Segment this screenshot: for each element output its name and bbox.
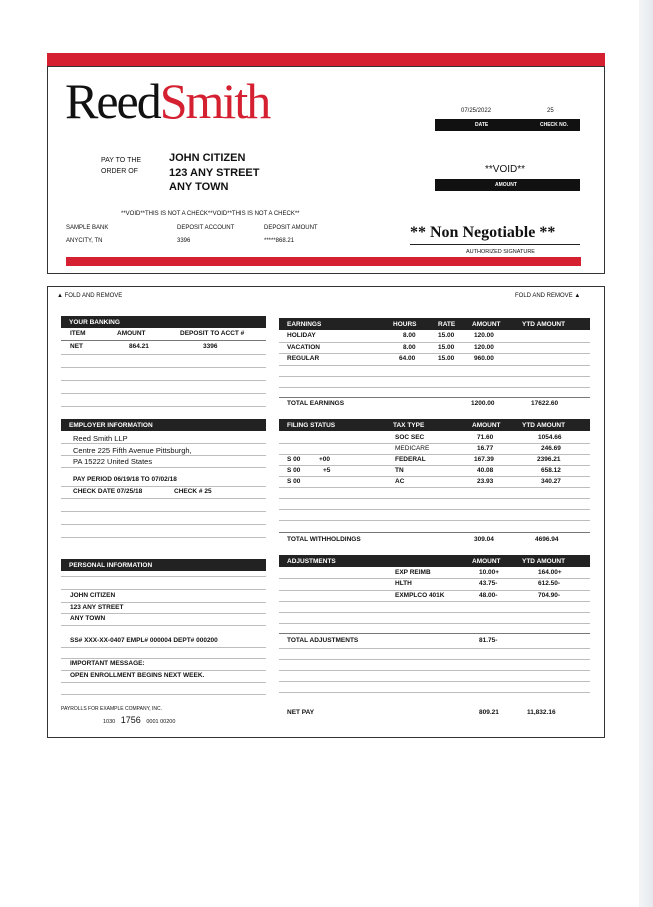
employer-address1: Centre 225 Fifth Avenue Pittsburgh, bbox=[73, 446, 192, 455]
wh-row5-amount: 23.93 bbox=[477, 478, 494, 485]
rule bbox=[279, 376, 590, 377]
pay-period: PAY PERIOD 06/19/18 TO 07/02/18 bbox=[73, 476, 177, 483]
earn-row3-rate: 15.00 bbox=[438, 355, 455, 362]
non-negotiable: ** Non Negotiable ** bbox=[410, 224, 556, 241]
banking-net-amount: 864.21 bbox=[129, 343, 149, 350]
wh-row3-ytd: 2396.21 bbox=[537, 456, 561, 463]
check-date: 07/25/2022 bbox=[461, 108, 492, 114]
rule bbox=[61, 354, 266, 355]
signature-line bbox=[410, 244, 580, 245]
home-icon: ▲ bbox=[574, 293, 581, 299]
wh-row2-tax: MEDICARE bbox=[395, 445, 430, 452]
employer-header: EMPLOYER INFORMATION bbox=[61, 419, 266, 431]
rule bbox=[279, 498, 590, 499]
payroll-label: PAYROLLS FOR EXAMPLE COMPANY, INC. bbox=[61, 706, 163, 712]
check-date-line: CHECK DATE 07/25/18 bbox=[73, 488, 143, 495]
wh-row3-status: S 00 bbox=[287, 456, 301, 463]
banking-col-item: ITEM bbox=[70, 330, 86, 337]
deposit-account-label: DEPOSIT ACCOUNT bbox=[177, 225, 235, 231]
rule bbox=[61, 467, 266, 468]
rule bbox=[279, 387, 590, 388]
rule bbox=[61, 694, 266, 695]
rule bbox=[61, 380, 266, 381]
earn-row1-rate: 15.00 bbox=[438, 332, 455, 339]
adjustments-header: ADJUSTMENTS AMOUNT YTD AMOUNT bbox=[279, 555, 590, 567]
rule bbox=[279, 633, 590, 634]
message-label: IMPORTANT MESSAGE: bbox=[70, 660, 145, 667]
total-withholdings-label: TOTAL WITHHOLDINGS bbox=[287, 536, 361, 543]
bank-city: ANYCITY, TN bbox=[66, 238, 103, 244]
personal-ids: SS# XXX-XX-0407 EMPL# 000004 DEPT# 000200 bbox=[70, 637, 218, 644]
earn-row2-type: VACATION bbox=[287, 344, 320, 351]
rule bbox=[279, 454, 590, 455]
logo-reed: Reed bbox=[65, 73, 160, 129]
rule bbox=[279, 648, 590, 649]
total-earnings-ytd: 17622.60 bbox=[531, 400, 559, 407]
checkno-label: CHECK NO. bbox=[540, 122, 569, 128]
wh-row5-ytd: 340.27 bbox=[541, 478, 561, 485]
adj-row1-type: EXP REIMB bbox=[395, 569, 431, 576]
adj-row2-amount: 43.75- bbox=[479, 580, 498, 587]
total-adjustments-label: TOTAL ADJUSTMENTS bbox=[287, 637, 359, 644]
deposit-amount-label: DEPOSIT AMOUNT bbox=[264, 225, 318, 231]
adj-row2-type: HLTH bbox=[395, 580, 412, 587]
rule bbox=[61, 658, 266, 659]
wh-row4-tax: TN bbox=[395, 467, 404, 474]
rule bbox=[279, 692, 590, 693]
check-bottom-red-bar bbox=[66, 257, 581, 266]
rule bbox=[279, 670, 590, 671]
banking-header: YOUR BANKING bbox=[61, 316, 266, 328]
adj-row3-amount: 48.00- bbox=[479, 592, 498, 599]
payee-street: 123 ANY STREET bbox=[169, 167, 260, 179]
personal-street: 123 ANY STREET bbox=[70, 604, 124, 611]
earn-row1-amount: 120.00 bbox=[474, 332, 494, 339]
rule bbox=[61, 602, 266, 603]
adj-row1-ytd: 164.00+ bbox=[538, 569, 562, 576]
check-number: 25 bbox=[547, 108, 554, 114]
banking-col-amount: AMOUNT bbox=[117, 330, 146, 337]
rule bbox=[279, 365, 590, 366]
rule bbox=[61, 589, 266, 590]
earn-row1-hours: 8.00 bbox=[403, 332, 416, 339]
rule bbox=[61, 682, 266, 683]
rule bbox=[279, 681, 590, 682]
page-edge bbox=[639, 0, 653, 907]
earnings-header: EARNINGS HOURS RATE AMOUNT YTD AMOUNT bbox=[279, 318, 590, 330]
banking-net-acct: 3396 bbox=[203, 343, 218, 350]
rule bbox=[279, 487, 590, 488]
net-pay-ytd: 11,832.16 bbox=[527, 709, 556, 716]
pay-to-label: PAY TO THE ORDER OF bbox=[101, 157, 142, 175]
wh-row1-tax: SOC SEC bbox=[395, 434, 425, 441]
rule bbox=[61, 443, 266, 444]
adj-row2-ytd: 612.50- bbox=[538, 580, 561, 587]
rule bbox=[279, 476, 590, 477]
earn-row2-rate: 15.00 bbox=[438, 344, 455, 351]
wh-row3-allow: +00 bbox=[319, 456, 331, 463]
company-logo bbox=[65, 73, 270, 129]
rule bbox=[279, 601, 590, 602]
fold-left: ▲ FOLD AND REMOVE bbox=[57, 293, 123, 299]
rule bbox=[279, 532, 590, 533]
date-checkno-bar bbox=[435, 119, 580, 131]
fold-right: FOLD AND REMOVE ▲ bbox=[515, 293, 581, 299]
banking-net-item: NET bbox=[70, 343, 83, 350]
rule bbox=[279, 465, 590, 466]
earn-row3-hours: 64.00 bbox=[399, 355, 416, 362]
rule bbox=[61, 670, 266, 671]
wh-row4-status: S 00 bbox=[287, 467, 301, 474]
total-withholdings-amount: 309.04 bbox=[474, 536, 494, 543]
rule bbox=[61, 524, 266, 525]
rule bbox=[279, 509, 590, 510]
amount-void: **VOID** bbox=[485, 164, 526, 175]
home-icon: ▲ bbox=[57, 293, 63, 299]
wh-row3-tax: FEDERAL bbox=[395, 456, 426, 463]
wh-row1-amount: 71.60 bbox=[477, 434, 494, 441]
rule bbox=[279, 443, 590, 444]
adj-row1-amount: 10.00+ bbox=[479, 569, 500, 576]
total-earnings-label: TOTAL EARNINGS bbox=[287, 400, 345, 407]
rule bbox=[279, 353, 590, 354]
rule bbox=[61, 576, 266, 577]
withholdings-header: FILING STATUS TAX TYPE AMOUNT YTD AMOUNT bbox=[279, 419, 590, 431]
rule bbox=[61, 393, 266, 394]
total-withholdings-ytd: 4696.94 bbox=[535, 536, 559, 543]
rule bbox=[279, 659, 590, 660]
earn-row2-amount: 120.00 bbox=[474, 344, 494, 351]
rule bbox=[61, 455, 266, 456]
amount-label: AMOUNT bbox=[495, 182, 517, 188]
wh-row5-status: S 00 bbox=[287, 478, 301, 485]
rule bbox=[61, 367, 266, 368]
earn-row2-hours: 8.00 bbox=[403, 344, 416, 351]
adj-row3-ytd: 704.90- bbox=[538, 592, 561, 599]
banking-col-deposit: DEPOSIT TO ACCT # bbox=[180, 330, 245, 337]
rule bbox=[61, 486, 266, 487]
banking-rule bbox=[61, 340, 266, 341]
rule bbox=[279, 612, 590, 613]
earn-row3-type: REGULAR bbox=[287, 355, 320, 362]
rule bbox=[61, 511, 266, 512]
rule bbox=[279, 342, 590, 343]
earn-row1-type: HOLIDAY bbox=[287, 332, 316, 339]
rule bbox=[279, 578, 590, 579]
rule bbox=[279, 397, 590, 398]
check-num-line: CHECK # 25 bbox=[174, 488, 212, 495]
earn-row3-amount: 960.00 bbox=[474, 355, 494, 362]
bank-name: SAMPLE BANK bbox=[66, 225, 109, 231]
deposit-amount: *****868.21 bbox=[264, 238, 295, 244]
wh-row5-tax: AC bbox=[395, 478, 405, 485]
rule bbox=[61, 613, 266, 614]
total-adjustments-amount: 81.75- bbox=[479, 637, 498, 644]
wh-row4-amount: 40.08 bbox=[477, 467, 494, 474]
wh-row4-allow: +5 bbox=[323, 467, 331, 474]
net-pay-amount: 809.21 bbox=[479, 709, 499, 716]
rule bbox=[61, 537, 266, 538]
void-notice: **VOID**THIS IS NOT A CHECK**VOID**THIS IS NOT A CHECK** bbox=[121, 211, 300, 217]
payee-town: ANY TOWN bbox=[169, 181, 229, 193]
deposit-account: 3396 bbox=[177, 238, 191, 244]
personal-town: ANY TOWN bbox=[70, 615, 106, 622]
total-earnings-amount: 1200.00 bbox=[471, 400, 495, 407]
check-top-red-bar bbox=[47, 53, 605, 66]
wh-row1-ytd: 1054.66 bbox=[538, 434, 562, 441]
signature-label: AUTHORIZED SIGNATURE bbox=[466, 249, 535, 255]
wh-row2-ytd: 246.69 bbox=[541, 445, 561, 452]
wh-row4-ytd: 658.12 bbox=[541, 467, 561, 474]
wh-row3-amount: 167.39 bbox=[474, 456, 494, 463]
footer-codes: 1030 1756 0001 00200 bbox=[103, 715, 176, 725]
date-label: DATE bbox=[475, 122, 489, 128]
rule bbox=[61, 406, 266, 407]
logo-smith: Smith bbox=[159, 73, 270, 129]
payee-name: JOHN CITIZEN bbox=[169, 152, 246, 164]
amount-bar bbox=[435, 179, 580, 191]
employer-name: Reed Smith LLP bbox=[73, 434, 128, 443]
message-text: OPEN ENROLLMENT BEGINS NEXT WEEK. bbox=[70, 672, 205, 679]
personal-header: PERSONAL INFORMATION bbox=[61, 559, 266, 571]
rule bbox=[61, 625, 266, 626]
rule bbox=[61, 498, 266, 499]
adj-row3-type: EXMPLCO 401K bbox=[395, 592, 445, 599]
employer-address2: PA 15222 United States bbox=[73, 457, 153, 466]
rule bbox=[279, 520, 590, 521]
personal-name: JOHN CITIZEN bbox=[70, 592, 116, 599]
rule bbox=[61, 647, 266, 648]
wh-row2-amount: 16.77 bbox=[477, 445, 494, 452]
net-pay-label: NET PAY bbox=[287, 709, 315, 716]
rule bbox=[279, 590, 590, 591]
rule bbox=[279, 623, 590, 624]
